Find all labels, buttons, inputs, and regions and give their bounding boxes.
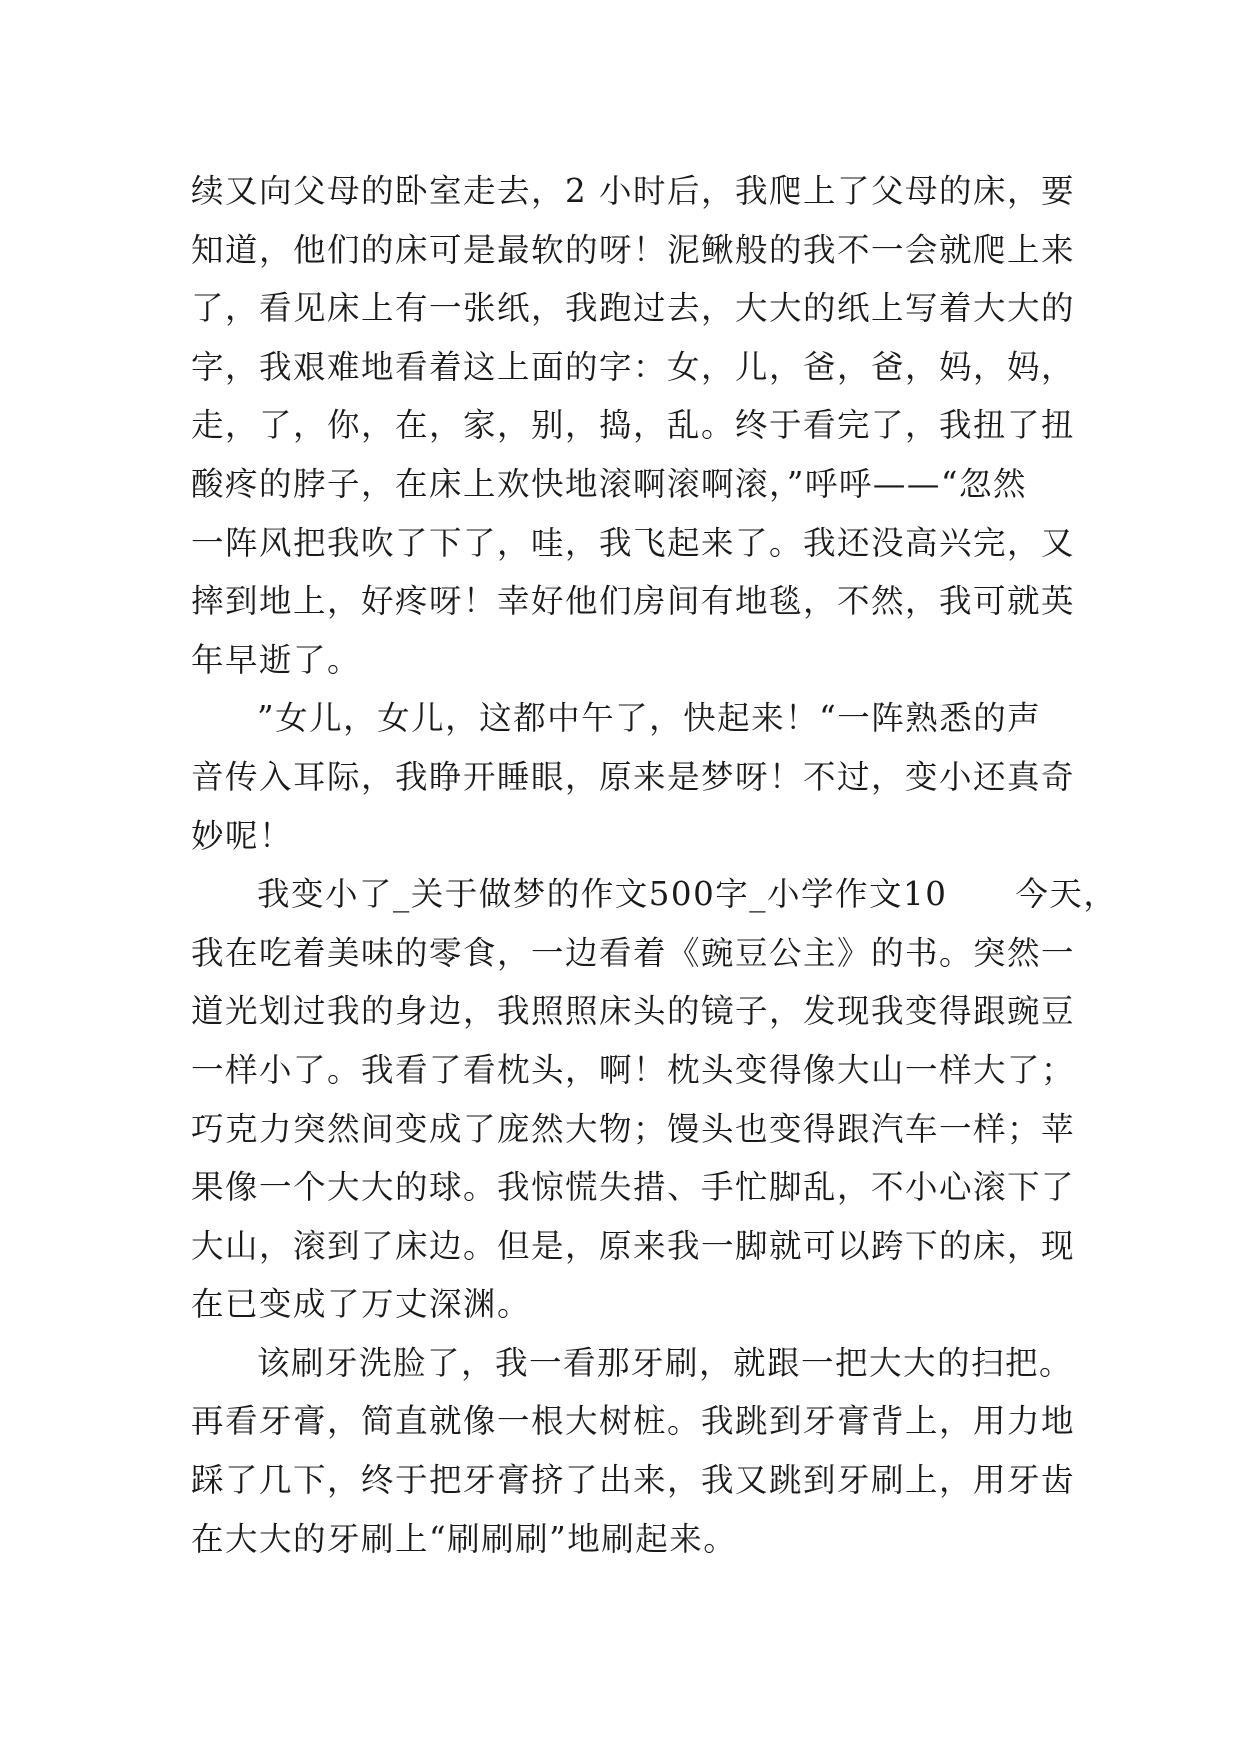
paragraph-3 — [191, 865, 1118, 1334]
text-line: 知道，他们的床可是最软的呀！泥鳅般的我不一会就爬上来 — [191, 230, 1076, 269]
text-line: 妙呢！ — [191, 816, 294, 855]
document-body — [191, 162, 1118, 1568]
text-line: 巧克力突然间变成了庞然大物；馒头也变得跟汽车一样；苹 — [191, 1109, 1076, 1148]
paragraph-4 — [191, 1334, 1076, 1568]
text-line: 续又向父母的卧室走去，2 小时后，我爬上了父母的床，要 — [191, 172, 1076, 210]
text-line: ”女儿，女儿，这都中午了，快起来！“一阵熟悉的声 — [257, 699, 1042, 738]
text-line: 一样小了。我看了看枕头，啊！枕头变得像大山一样大了； — [191, 1050, 1076, 1089]
text-line: 果像一个大大的球。我惊慌失措、手忙脚乱，不小心滚下了 — [191, 1168, 1076, 1207]
text-line: 一阵风把我吹了下了，哇，我飞起来了。我还没高兴完，又 — [191, 523, 1076, 562]
paragraph-1 — [191, 162, 1076, 689]
text-line: 该刷牙洗脸了，我一看那牙刷，就跟一把大大的扫把。 — [257, 1343, 1074, 1382]
text-line: 在已变成了万丈深渊。 — [191, 1285, 532, 1324]
paragraph-2 — [191, 689, 1076, 865]
text-line: 酸疼的脖子，在床上欢快地滚啊滚啊滚，”呼呼——“忽然 — [191, 464, 1027, 503]
text-line: 字，我艰难地看着这上面的字：女，儿，爸，爸，妈，妈， — [191, 347, 1076, 386]
text-line: 音传入耳际，我睁开睡眼，原来是梦呀！不过，变小还真奇 — [191, 757, 1076, 796]
text-line: 年早逝了。 — [191, 640, 362, 679]
text-line: 大山，滚到了床边。但是，原来我一脚就可以跨下的床，现 — [191, 1226, 1076, 1265]
text-line: 道光划过我的身边，我照照床头的镜子，发现我变得跟豌豆 — [191, 992, 1076, 1031]
text-line: 走，了，你，在，家，别，捣，乱。终于看完了，我扭了扭 — [191, 406, 1076, 445]
text-line: 了，看见床上有一张纸，我跑过去，大大的纸上写着大大的 — [191, 289, 1076, 328]
text-line: 我在吃着美味的零食，一边看着《豌豆公主》的书。突然一 — [191, 933, 1076, 972]
text-line: 在大大的牙刷上“刷刷刷”地刷起来。 — [191, 1519, 738, 1558]
text-line: 踩了几下，终于把牙膏挤了出来，我又跳到牙刷上，用牙齿 — [191, 1461, 1076, 1500]
text-line: 摔到地上，好疼呀！幸好他们房间有地毯，不然，我可就英 — [191, 582, 1076, 621]
text-line: 再看牙膏，简直就像一根大树桩。我跳到牙膏背上，用力地 — [191, 1402, 1076, 1441]
text-line: 我变小了_关于做梦的作文500字_小学作文10 今天， — [257, 875, 1118, 914]
